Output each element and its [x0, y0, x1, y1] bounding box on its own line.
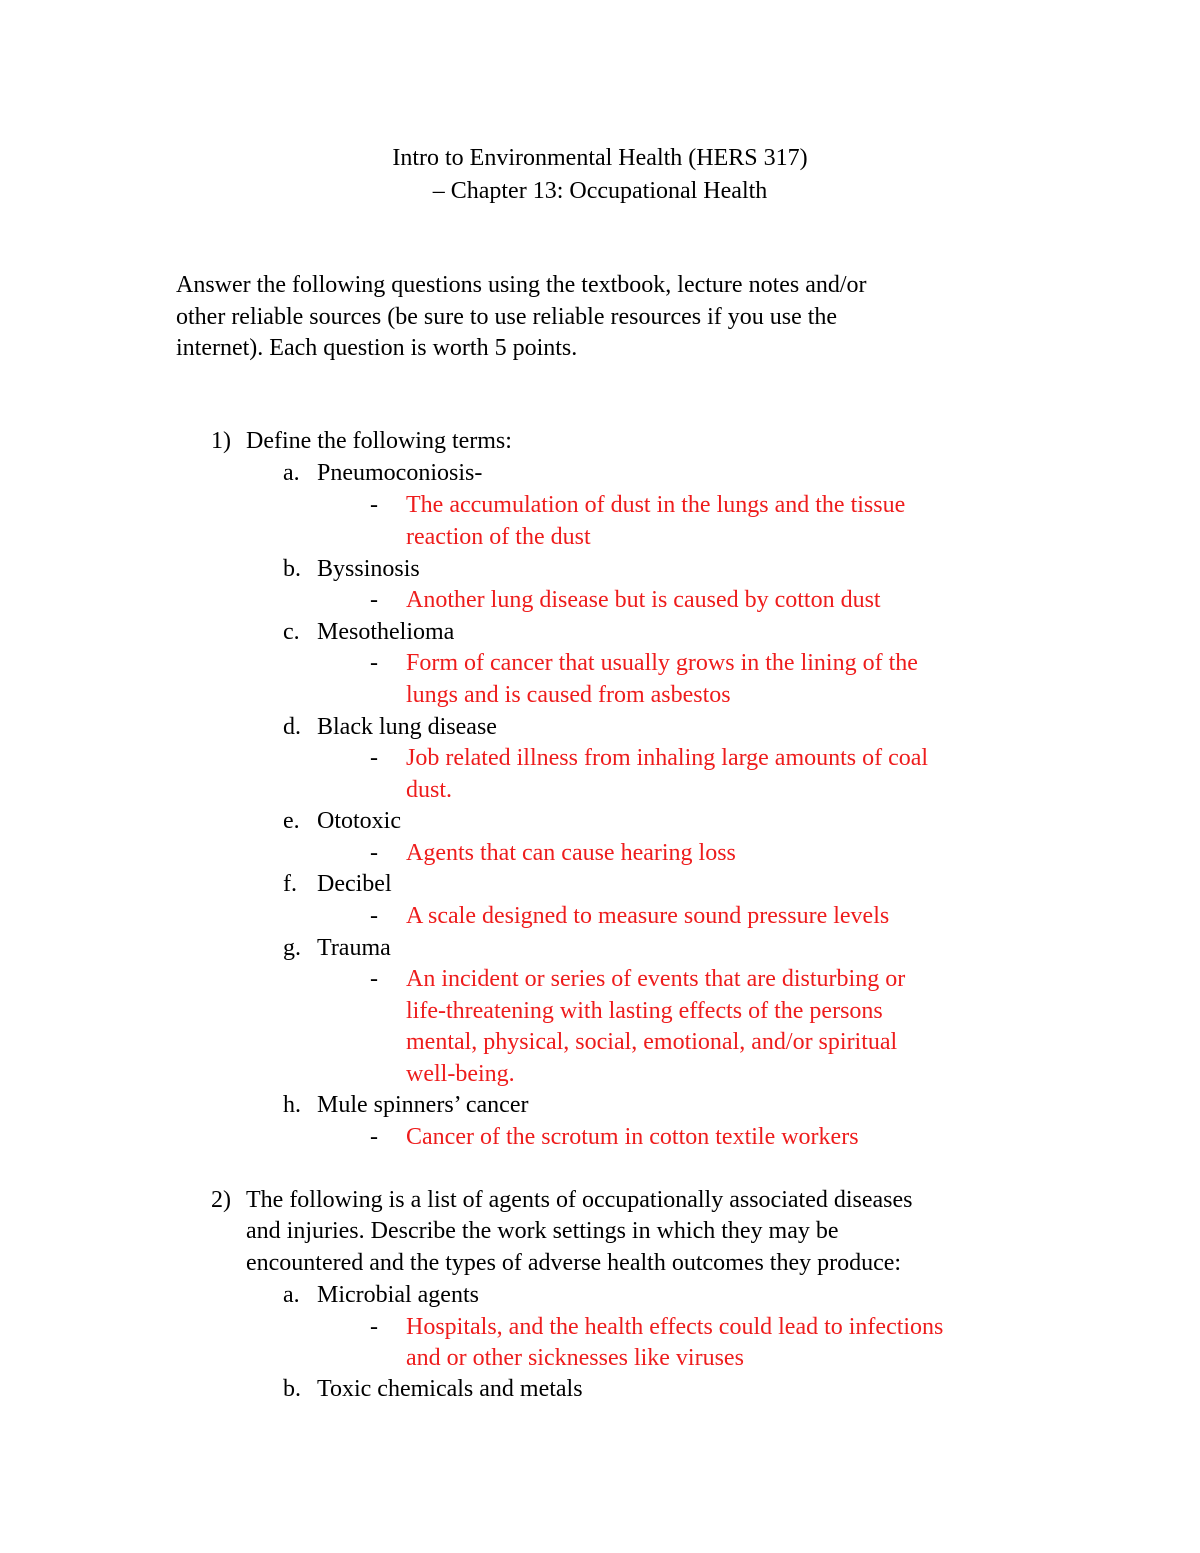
term-label: Ototoxic — [317, 808, 401, 834]
answer-line: reaction of the dust — [406, 524, 591, 550]
answer-line: Form of cancer that usually grows in the lining of the — [406, 650, 918, 676]
question-text-line: and injuries. Describe the work settings in which they may be — [246, 1218, 839, 1244]
answer-line: mental, physical, social, emotional, and/or spiritual — [406, 1029, 898, 1055]
item-letter: a. — [283, 460, 300, 486]
bullet-dash: - — [370, 903, 378, 929]
bullet-dash: - — [370, 840, 378, 866]
bullet-dash: - — [370, 492, 378, 518]
term-label: Mesothelioma — [317, 619, 455, 645]
bullet-dash: - — [370, 1314, 378, 1340]
answer-line: Job related illness from inhaling large amounts of coal — [406, 745, 929, 771]
answer-line: Agents that can cause hearing loss — [406, 840, 736, 866]
item-letter: b. — [283, 1376, 301, 1402]
bullet-dash: - — [370, 745, 378, 771]
bullet-dash: - — [370, 650, 378, 676]
bullet-dash: - — [370, 1124, 378, 1150]
answer-line: A scale designed to measure sound pressure levels — [406, 903, 890, 929]
question-text-line: encountered and the types of adverse health outcomes they produce: — [246, 1250, 902, 1276]
question-number: 2) — [211, 1187, 231, 1213]
term-label: Trauma — [317, 935, 391, 961]
item-letter: e. — [283, 808, 300, 834]
answer-line: Hospitals, and the health effects could lead to infections — [406, 1314, 944, 1340]
instructions-line-2: other reliable sources (be sure to use reliable resources if you use the — [176, 303, 838, 330]
bullet-dash: - — [370, 966, 378, 992]
item-letter: g. — [283, 935, 301, 961]
document-title — [0, 142, 1200, 208]
bullet-dash: - — [370, 587, 378, 613]
answer-line: Another lung disease but is caused by cotton dust — [406, 587, 881, 613]
term-label: Decibel — [317, 871, 392, 897]
title-line-2: – Chapter 13: Occupational Health — [432, 178, 768, 204]
instructions-line-3: internet). Each question is worth 5 points. — [176, 335, 578, 361]
instructions-line-1: Answer the following questions using the textbook, lecture notes and/or — [176, 272, 867, 298]
answer-line: and or other sicknesses like viruses — [406, 1345, 744, 1371]
term-label: Byssinosis — [317, 556, 420, 582]
term-label: Pneumoconiosis- — [317, 460, 483, 486]
item-letter: d. — [283, 714, 301, 740]
answer-line: well-being. — [406, 1061, 515, 1087]
term-label: Microbial agents — [317, 1282, 479, 1308]
question-text-line: Define the following terms: — [246, 428, 512, 454]
instructions-paragraph — [176, 270, 1006, 365]
item-letter: f. — [283, 871, 297, 897]
item-letter: a. — [283, 1282, 300, 1308]
answer-line: Cancer of the scrotum in cotton textile workers — [406, 1124, 859, 1150]
question-number: 1) — [211, 428, 231, 454]
item-letter: c. — [283, 619, 300, 645]
item-letter: h. — [283, 1092, 301, 1118]
answer-line: lungs and is caused from asbestos — [406, 682, 731, 708]
item-letter: b. — [283, 556, 301, 582]
question-text-line: The following is a list of agents of occupationally associated diseases — [246, 1187, 913, 1213]
answer-line: life-threatening with lasting effects of the persons — [406, 998, 883, 1024]
answer-line: The accumulation of dust in the lungs and the tissue — [406, 492, 906, 518]
term-label: Black lung disease — [317, 714, 497, 740]
answer-line: dust. — [406, 777, 453, 803]
term-label: Toxic chemicals and metals — [317, 1376, 583, 1402]
answer-line: An incident or series of events that are disturbing or — [406, 966, 906, 992]
term-label: Mule spinners’ cancer — [317, 1092, 529, 1118]
title-line-1: Intro to Environmental Health (HERS 317) — [392, 145, 808, 171]
